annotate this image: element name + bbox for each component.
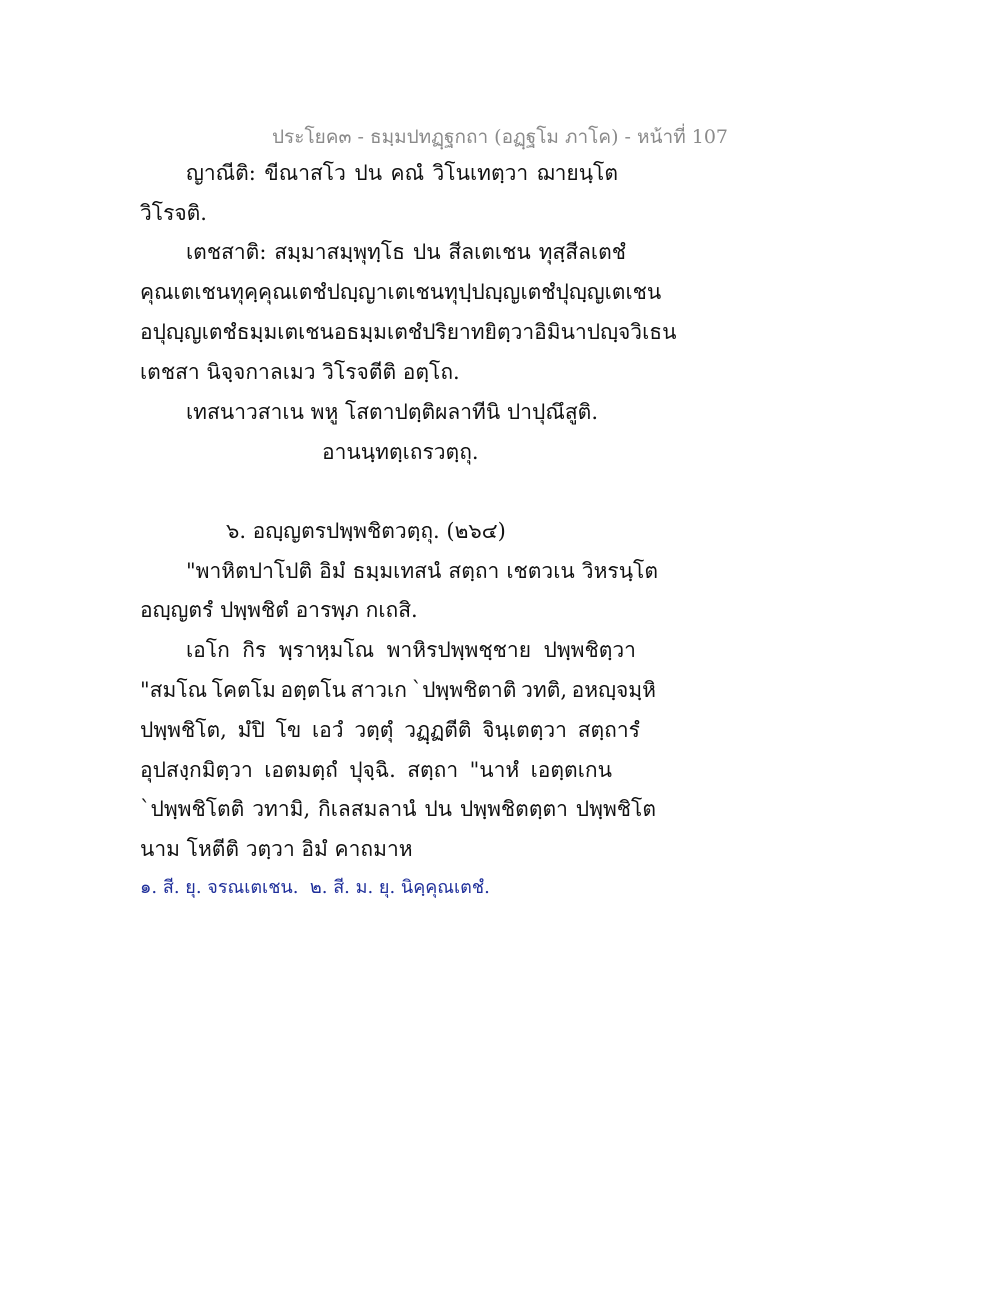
text-line-12: เอโก กิร พฺราหฺมโณ พาหิรปพฺพชฺชาย ปพฺพชิตฺวา [186, 638, 636, 662]
text-line-11: อญฺญตรํ ปพฺพชิตํ อารพฺภ กเถสิ. [140, 598, 418, 622]
text-line-1: ญาณีติ: ขีณาสโว ปน คณํ วิโนเทตฺวา ฌายนฺโต [186, 161, 618, 185]
page-header: ประโยค๓ - ธมฺมปทฏฺฐกถา (อฏฺฐโม ภาโค) - หน้าที่ 107 [271, 126, 729, 148]
text-line-16: `ปพฺพชิโตติ วทามิ, กิเลสมลานํ ปน ปพฺพชิตตฺตา ปพฺพชิโต [140, 797, 656, 821]
text-line-10: "พาหิตปาโปติ อิมํ ธมฺมเทสนํ สตฺถา เชตวเน วิหรนฺโต [186, 559, 658, 583]
text-line-15: อุปสงฺกมิตฺวา เอตมตฺถํ ปุจฺฉิ. สตฺถา "นาหํ เอตฺตเกน [140, 758, 612, 782]
section-heading: ๖. อญฺญตรปพฺพชิตวตฺถุ. (๒๖๔) [226, 519, 506, 543]
text-line-5: อปุญฺญเตชํ ธมฺมเตเชน อธมฺมเตชํ ปริยาทยิตฺวา อิมินา ปญฺจวิเธน [140, 320, 677, 344]
text-line-6: เตชสา นิจฺจกาลเมว วิโรจตีติ อตฺโถ. [140, 360, 460, 384]
text-line-2: วิโรจติ. [140, 201, 207, 225]
text-line-17: นาม โหตีติ วตฺวา อิมํ คาถมาห [140, 837, 413, 861]
text-line-14: ปพฺพชิโต, มํปิ โข เอวํ วตฺตุํ วฏฺฏตีติ จินฺเตตฺวา สตฺถารํ [140, 718, 640, 742]
text-line-3: เตชสาติ: สมฺมาสมฺพุทฺโธ ปน สีลเตเชน ทุสฺสีลเตชํ [186, 240, 626, 264]
text-line-4: คุณเตเชน ทุคฺคุณเตชํ ปญฺญาเตเชน ทุปฺปญฺญเตชํ ปุญฺญเตเชน [140, 280, 662, 304]
text-line-13: "สมโณ โคตโม อตฺตโน สาวเก `ปพฺพชิตาติ วทติ, อหญฺจมฺหิ [140, 678, 656, 702]
story-end-title: อานนฺทตฺเถรวตฺถุ. [322, 440, 479, 464]
footnote: ๑. สี. ยุ. จรณเตเชน. ๒. สี. ม. ยุ. นิคฺคุณเตชํ. [140, 877, 490, 898]
text-line-7: เทสนาวสาเน พหู โสตาปตฺติผลาทีนิ ปาปุณึสูติ. [186, 400, 598, 424]
